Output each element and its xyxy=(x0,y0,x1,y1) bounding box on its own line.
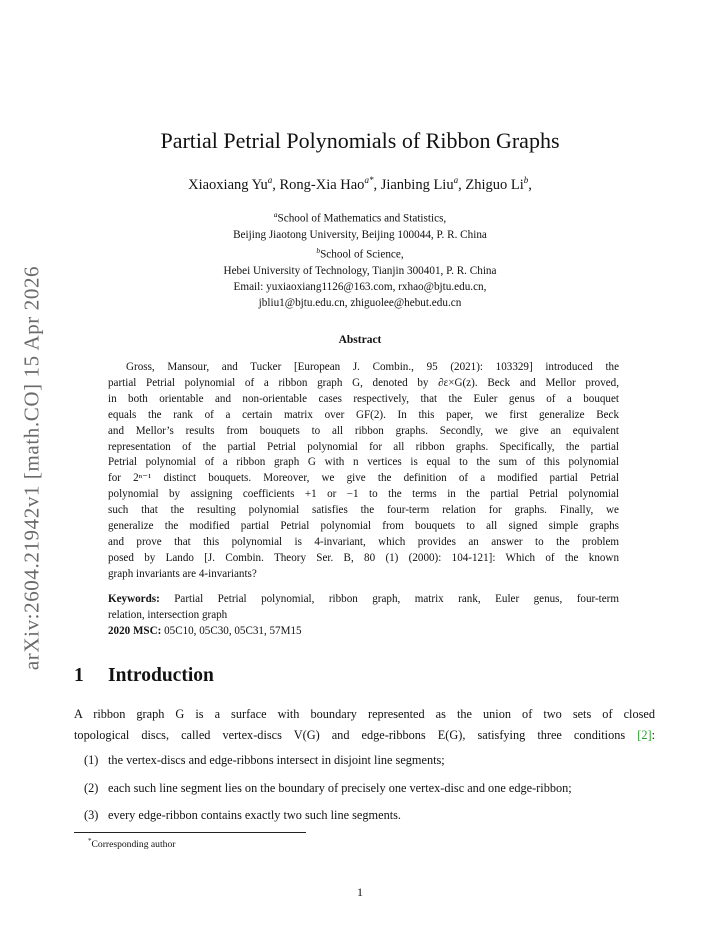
author-name: Rong-Xia Hao xyxy=(279,176,365,193)
author-mark: a xyxy=(267,175,273,185)
abstract-line: representation of the partial Petrial polynomial for all ribbon graphs. Specifically, the partial xyxy=(108,440,619,453)
keywords-label: Keywords: xyxy=(108,593,160,605)
email-line: jbliu1@bjtu.edu.cn, zhiguolee@hebut.edu.cn xyxy=(258,297,462,310)
citation-link[interactable]: [2] xyxy=(637,728,652,742)
paper-title: Partial Petrial Polynomials of Ribbon Graphs xyxy=(160,128,560,153)
keywords-line: relation, intersection graph xyxy=(108,608,228,621)
affiliation-b-address: Hebei University of Technology, Tianjin 300401, P. R. China xyxy=(223,265,497,278)
section-heading-introduction xyxy=(74,665,214,687)
section-title: Introduction xyxy=(108,665,214,686)
abstract-line: and Mellor’s results from bouquets to all ribbon graphs. Secondly, we give an equivalent xyxy=(108,424,619,437)
abstract-line: generalize the modified partial Petrial polynomial from bouquets to all signed simple graphs xyxy=(108,520,619,533)
keywords-block xyxy=(108,592,619,640)
footnote: *Corresponding author xyxy=(88,837,176,851)
abstract-body xyxy=(108,360,619,583)
abstract-line: Petrial polynomial of a ribbon graph G with n vertices is equal to the sum of this polynomial xyxy=(108,456,619,469)
email-line: Email: yuxiaoxiang1126@163.com, rxhao@bjtu.edu.cn, xyxy=(233,281,487,294)
author-name: Jianbing Liu xyxy=(380,176,454,193)
arxiv-side-identifier xyxy=(20,248,44,688)
abstract-line: Gross, Mansour, and Tucker [European J. Combin., 95 (2021): 103329] introduced the xyxy=(126,361,619,373)
author-mark: b xyxy=(523,175,529,185)
list-item: (3) every edge-ribbon contains exactly two such line segments. xyxy=(84,808,401,822)
section-number: 1 xyxy=(74,665,84,686)
abstract-line: and prove that this polynomial is 4-invariant, which provides an answer to the problem xyxy=(108,535,619,548)
condition-list xyxy=(84,750,655,833)
author-mark: a xyxy=(453,175,459,185)
intro-line: topological discs, called vertex-discs V(G) and edge-ribbons E(G), satisfying three conditions [2]: xyxy=(74,728,655,742)
affiliations xyxy=(0,207,720,312)
affiliation-a-address: Beijing Jiaotong University, Beijing 100044, P. R. China xyxy=(233,228,487,241)
footnote-rule xyxy=(74,832,306,833)
abstract-line: in both orientable and non-orientable cases respectively, that the Euler genus of a bouquet xyxy=(108,392,619,405)
arxiv-id-text: arXiv:2604.21942v1 [math.CO] 15 Apr 2026 xyxy=(19,265,44,671)
author-list: Xiaoxiang Yu$^a$, Rong-Xia Hao$^{a*}$, Jianbing Liu$^a$, Zhiguo Li$^b$, xyxy=(188,175,532,193)
msc-line: 2020 MSC: 05C10, 05C30, 05C31, 57M15 xyxy=(108,624,302,637)
list-item: (2) each such line segment lies on the boundary of precisely one vertex-disc and one edge-ribbon; xyxy=(84,780,572,795)
author-name: Xiaoxiang Yu xyxy=(188,176,268,193)
abstract-line: for 2ⁿ⁻¹ distinct bouquets. Moreover, we give the definition of a modified partial Petrial xyxy=(108,472,619,485)
intro-line: A ribbon graph G is a surface with boundary represented as the union of two sets of closed xyxy=(74,707,655,721)
keywords-line: Keywords: Partial Petrial polynomial, ribbon graph, matrix rank, Euler genus, four-term xyxy=(108,593,619,605)
msc-label: 2020 MSC: xyxy=(108,624,162,637)
abstract-line: polynomial by assigning coefficients +1 or −1 to the terms in the partial Petrial polynomial xyxy=(108,488,619,501)
affiliation-a: $^a$School of Mathematics and Statistics, xyxy=(273,210,447,225)
intro-paragraph xyxy=(74,704,655,746)
author-name: Zhiguo Li xyxy=(465,176,524,193)
abstract-line: posed by Lando [J. Combin. Theory Ser. B, 80 (1) (2000): 104-121]: Which of the known xyxy=(108,551,619,564)
abstract-heading: Abstract xyxy=(338,334,382,346)
author-mark: a* xyxy=(364,175,374,185)
affiliation-b: $^b$School of Science, xyxy=(316,246,404,261)
abstract-line: graph invariants are 4-invariants? xyxy=(108,567,257,580)
page-number: 1 xyxy=(357,885,363,899)
abstract-line: such that the resulting polynomial satisfies the four-term relation for graphs. Finally, we xyxy=(108,504,619,517)
list-item: (1) the vertex-discs and edge-ribbons intersect in disjoint line segments; xyxy=(84,753,445,767)
abstract-line: equals the rank of a certain matrix over GF(2). In this paper, we first generalize Beck xyxy=(108,408,619,421)
abstract-line: partial Petrial polynomial of a ribbon graph G, denoted by ∂ε×G(z). Beck and Mellor proved, xyxy=(108,376,619,389)
